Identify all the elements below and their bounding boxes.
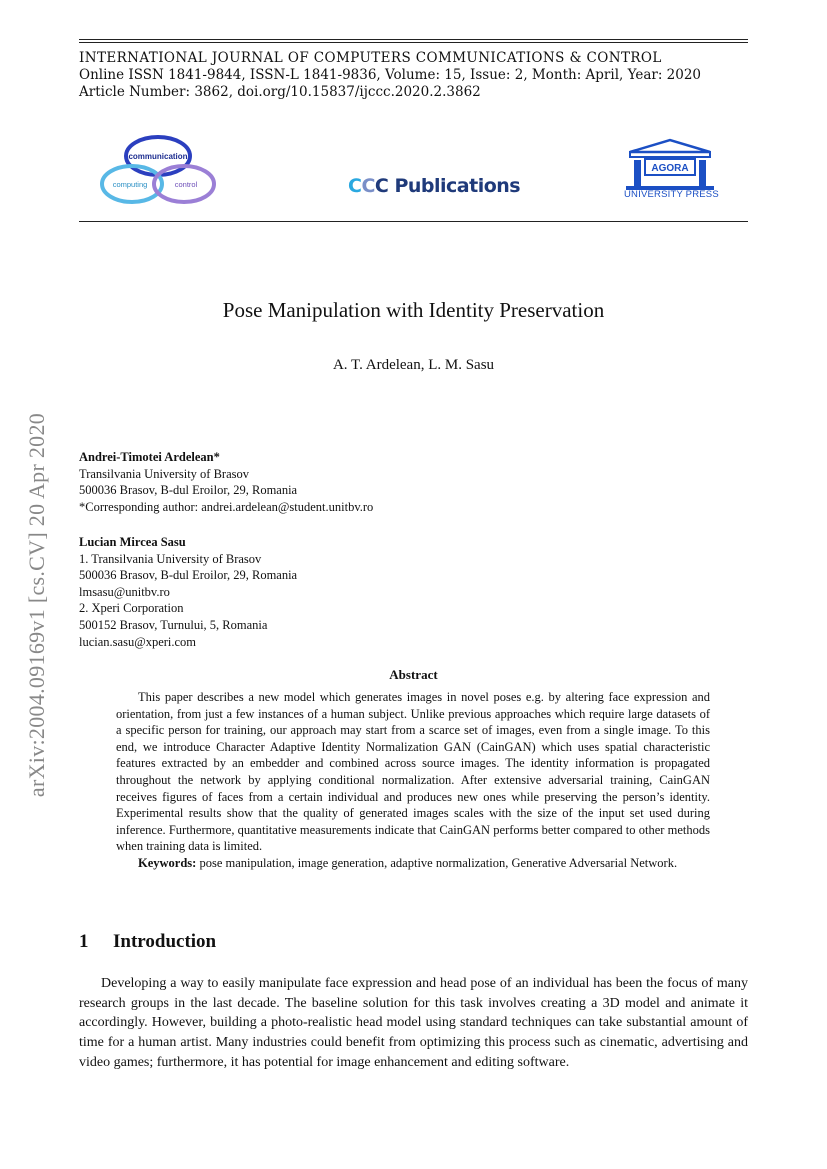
agora-caption: UNIVERSITY PRESS	[624, 189, 719, 200]
author2-line: 1. Transilvania University of Brasov	[79, 551, 262, 566]
author2-email-line: lucian.sasu@xperi.com	[79, 634, 197, 649]
intro-paragraph: Developing a way to easily manipulate face expression and head pose of an individual has been the focus of many research groups in the last decade. The baseline solution for this task involves creating a 3D model and animate it accordingly. However, building a photo-realistic head model using standard techniques can take substantial amount of time for a human artist. Many industries could benefit from optimizing this process such as cinematic, advertising and video games; furthermore, it has potential for image enhancement and editing software.	[79, 976, 748, 1070]
journal-article: Article Number: 3862, doi.org/10.15837/ijccc.2020.2.3862	[79, 84, 481, 100]
author1-line: 500036 Brasov, B-dul Eroilor, 29, Romania	[79, 483, 298, 498]
section-number: 1	[79, 931, 89, 952]
author2-line: 500152 Brasov, Turnului, 5, Romania	[79, 617, 268, 632]
section-body	[79, 974, 748, 1073]
paper-authors: A. T. Ardelean, L. M. Sasu	[332, 357, 495, 373]
paper-title: Pose Manipulation with Identity Preservation	[222, 298, 605, 322]
header-rule-bottom	[79, 221, 748, 222]
communication-computing-control-logo	[100, 134, 220, 208]
author1-name: Andrei-Timotei Ardelean*	[79, 450, 220, 464]
logo-word-communication: communication	[128, 152, 188, 161]
journal-header	[79, 50, 701, 101]
keywords	[116, 855, 710, 872]
journal-name: INTERNATIONAL JOURNAL OF COMPUTERS COMMUNICATIONS & CONTROL	[79, 50, 662, 66]
abstract-text: This paper describes a new model which generates images in novel poses e.g. by altering face expression and orientation, from just a few instances of a human subject. Unlike previous approaches which require large datasets of a specific person for training, our approach may start from a scarce set of images, even from a single image. To this end, we introduce Character Adaptive Identity Normalization GAN (CainGAN) which uses spatial characteristic features extracted by an embedder and combined across source images. The identity information is propagated throughout the network by applying conditional normalization. After extensive adversarial training, CainGAN receives figures of faces from a certain individual and produces new ones while preserving the person’s identity. Experimental results show that the quality of generated images scales with the size of the input set used during inference. Furthermore, quantitative measurements indicate that CainGAN performs better compared to other methods when training data is limited.	[116, 690, 710, 854]
keywords-label: Keywords:	[138, 855, 197, 870]
logo-word-control: control	[174, 180, 198, 189]
journal-issn: Online ISSN 1841-9844, ISSN-L 1841-9836, Volume: 15, Issue: 2, Month: April, Year: 2020	[79, 67, 702, 83]
section-title: Introduction	[113, 931, 217, 952]
author2-line: 2. Xperi Corporation	[79, 601, 184, 616]
ccc-publications-logo: CCC Publications	[348, 175, 521, 197]
logo-word-computing: computing	[112, 180, 148, 189]
author1-affiliation	[79, 449, 373, 515]
section-heading	[79, 931, 216, 953]
arxiv-stamp-text: arXiv:2004.09169v1 [cs.CV] 20 Apr 2020	[24, 412, 49, 798]
author2-affiliation	[79, 534, 297, 650]
header-rule-top	[79, 39, 748, 40]
header-rule-top-2	[79, 42, 748, 43]
keywords-text: pose manipulation, image generation, adaptive normalization, Generative Adversarial Network.	[199, 855, 678, 870]
abstract-body	[116, 689, 710, 872]
author2-line: 500036 Brasov, B-dul Eroilor, 29, Romania	[79, 568, 298, 583]
author1-email-line: *Corresponding author: andrei.ardelean@student.unitbv.ro	[79, 499, 374, 514]
author2-name: Lucian Mircea Sasu	[79, 535, 186, 549]
author2-email-line: lmsasu@unitbv.ro	[79, 584, 170, 599]
agora-label: AGORA	[651, 163, 689, 174]
abstract-heading: Abstract	[389, 667, 438, 682]
arxiv-stamp	[22, 365, 52, 845]
author1-line: Transilvania University of Brasov	[79, 466, 250, 481]
